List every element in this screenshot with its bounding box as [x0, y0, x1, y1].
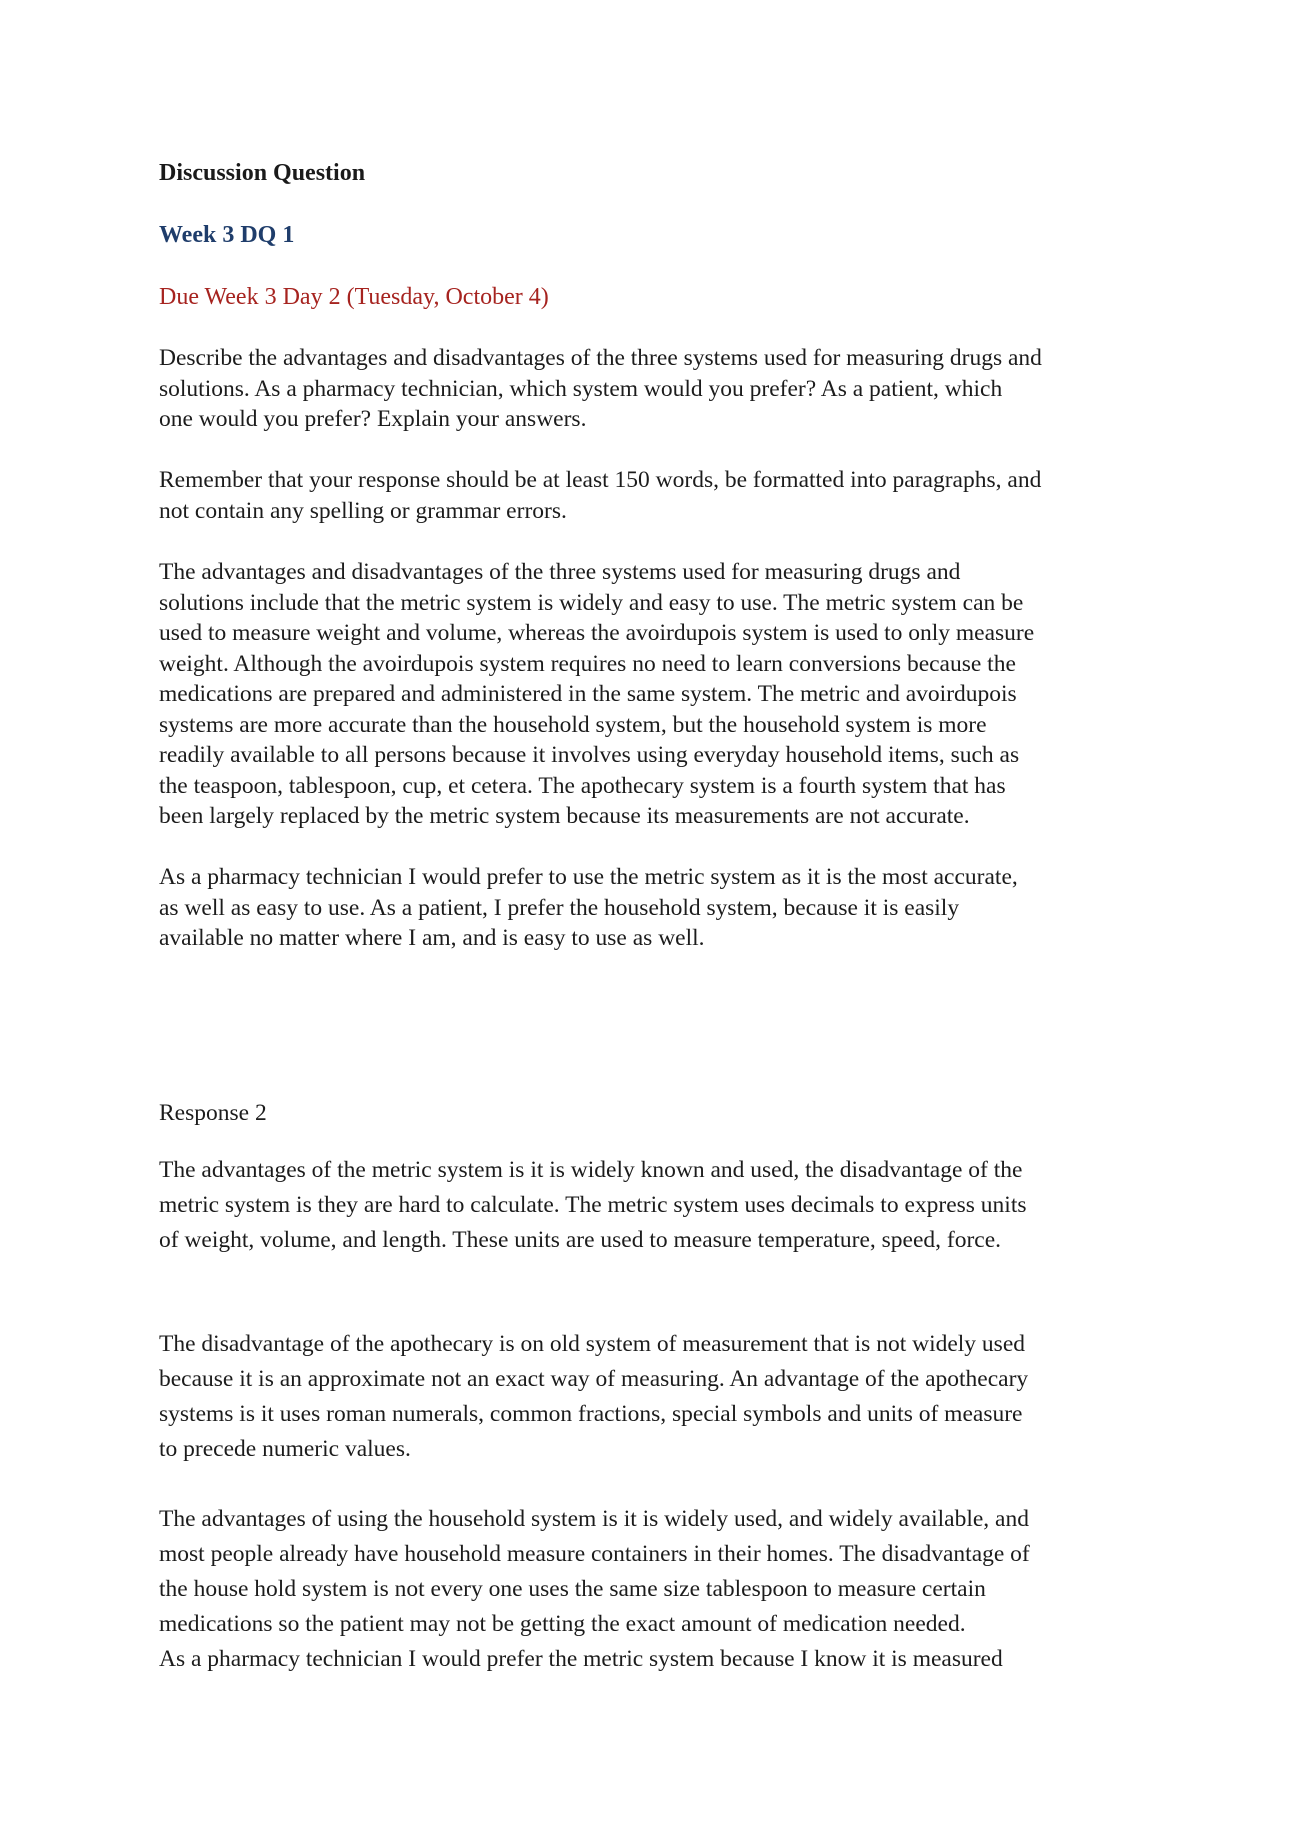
- paragraph-line: solutions include that the metric system is widely and easy to use. The metric system can be: [159, 589, 1024, 616]
- paragraph-line: The disadvantage of the apothecary is on old system of measurement that is not widely used: [159, 1331, 1026, 1357]
- paragraph-line: the teaspoon, tablespoon, cup, et cetera. The apothecary system is a fourth system that has: [159, 772, 1006, 799]
- paragraph-line: most people already have household measure containers in their homes. The disadvantage of: [159, 1541, 1030, 1567]
- paragraph-line: systems is it uses roman numerals, common fractions, special symbols and units of measure: [159, 1401, 1023, 1427]
- week-heading: Week 3 DQ 1: [159, 222, 295, 248]
- paragraph-line: Remember that your response should be at least 150 words, be formatted into paragraphs, and: [159, 467, 1042, 493]
- paragraph-line: medications are prepared and administered in the same system. The metric and avoirdupois: [159, 681, 1017, 707]
- paragraph-line: solutions. As a pharmacy technician, which system would you prefer? As a patient, which: [159, 375, 1003, 402]
- paragraph-line: metric system is they are hard to calculate. The metric system uses decimals to express units: [159, 1192, 1027, 1218]
- paragraph-line: as well as easy to use. As a patient, I prefer the household system, because it is easily: [159, 894, 960, 921]
- prompt-paragraph: [159, 343, 1159, 435]
- paragraph-line: of weight, volume, and length. These units are used to measure temperature, speed, force.: [159, 1227, 1002, 1253]
- paragraph-line: The advantages of using the household system is it is widely used, and widely available, and: [159, 1506, 1029, 1532]
- paragraph-line: been largely replaced by the metric system because its measurements are not accurate.: [159, 803, 970, 829]
- paragraph-line: the house hold system is not every one uses the same size tablespoon to measure certain: [159, 1576, 986, 1602]
- paragraph-line: systems are more accurate than the household system, but the household system is more: [159, 711, 987, 738]
- paragraph-line: available no matter where I am, and is easy to use as well.: [159, 925, 705, 951]
- paragraph-line: Describe the advantages and disadvantages of the three systems used for measuring drugs and: [159, 345, 1042, 371]
- paragraph-line: not contain any spelling or grammar errors.: [159, 497, 567, 524]
- paragraph-line: one would you prefer? Explain your answers.: [159, 406, 587, 432]
- paragraph-line: weight. Although the avoirdupois system requires no need to learn conversions because the: [159, 650, 1016, 677]
- paragraph-line: As a pharmacy technician I would prefer the metric system because I know it is measured: [159, 1646, 1003, 1672]
- response-household-paragraph: [159, 1502, 1159, 1677]
- paragraph-line: medications so the patient may not be getting the exact amount of medication needed.: [159, 1611, 966, 1637]
- paragraph-line: because it is an approximate not an exact way of measuring. An advantage of the apothecary: [159, 1366, 1029, 1392]
- document-title: Discussion Question: [159, 160, 366, 186]
- answer-paragraph: [159, 557, 1159, 832]
- response-heading: Response 2: [159, 1100, 267, 1126]
- paragraph-line: As a pharmacy technician I would prefer to use the metric system as it is the most accurate,: [159, 864, 1018, 890]
- paragraph-line: used to measure weight and volume, whereas the avoirdupois system is used to only measure: [159, 620, 1035, 646]
- due-date: Due Week 3 Day 2 (Tuesday, October 4): [159, 284, 549, 310]
- preference-paragraph: [159, 862, 1159, 954]
- paragraph-line: The advantages and disadvantages of the three systems used for measuring drugs and: [159, 559, 961, 585]
- requirements-paragraph: [159, 465, 1159, 526]
- paragraph-line: The advantages of the metric system is it is widely known and used, the disadvantage of the: [159, 1157, 1023, 1183]
- paragraph-line: readily available to all persons because it involves using everyday household items, such as: [159, 742, 1020, 768]
- paragraph-line: to precede numeric values.: [159, 1436, 411, 1462]
- response-metric-paragraph: [159, 1153, 1159, 1258]
- response-apothecary-paragraph: [159, 1327, 1159, 1467]
